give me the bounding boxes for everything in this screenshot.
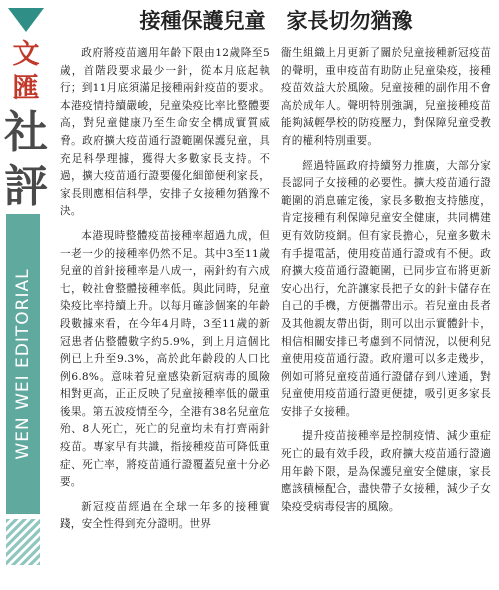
triangle-marker-icon [8, 8, 44, 32]
paragraph: 本港現時整體疫苗接種率超過九成，但一老一少的接種率仍然不足。其中3至11歲兒童的首針接種率是八成一，兩針約有六成七，較社會整體接種率低。與此同時，兒童染疫比率持續上升。以每月確診個案的年齡段數據來看，在今年4月時，3至11歲的新冠患者佔整體數字約5.9%，到上月這個比例已上升至9.3%，高於此年齡段的人口比例6.8%。意味着兒童感染新冠病毒的風險相對更高，正正反映了兒童接種率低的嚴重後果。第五波疫情至今，全港有38名兒童危殆、8人死亡，死亡的兒童均未有打齊兩針疫苗。專家早有共識，指接種疫苗可降低重症、死亡率，將疫苗通行證覆蓋兒童十分必要。 [60, 229, 270, 489]
paragraph: 提升疫苗接種率是控制疫情、減少重症死亡的最有效手段，政府擴大疫苗通行證適用年齡下限，是為保護兒童安全健康，家長應該積極配合，盡快帶子女接種，減少子女染疫受病毒侵害的風險。 [281, 430, 491, 513]
paragraph: 政府將疫苗適用年齡下限由12歲降至5歲，首階段要求最少一針，從本月底起執行；到11月底須滿足接種兩針疫苗的要求。本港疫情持續嚴峻，兒童染疫比率比整體要高，對兒童健康乃至生命安全構成實質威脅。政府擴大疫苗通行證範圍保護兒童，具充足科學理據，獲得大多數家長支持。不過，擴大疫苗通行證要優化細節便利家長，家長則應相信科學，安排子女接種勿猶豫不決。 [60, 47, 270, 218]
article-column-left [60, 45, 270, 534]
section-char: 社 [4, 107, 48, 158]
editorial-sidebar [0, 0, 52, 590]
article-column-right [281, 45, 491, 516]
article-title: 接種保護兒童 家長切勿猶豫 [139, 8, 413, 33]
paragraph: 經過特區政府持續努力推廣，大部分家長認同子女接種的必要性。擴大疫苗通行證範圍的消息確定後，家長多數抱支持態度，肯定接種有利保障兒童安全健康，共同構建更有效防疫網。但有家長擔心，兒童多數未有手提電話，使用疫苗通行證或有不便。政府擴大疫苗通行證範圍，已同步宣布將更新安心出行，允許讓家長把子女的針卡儲存在自己的手機，方便攜帶出示。若兒童由長者及其他親友帶出街，則可以出示實體針卡，相信相關安排已考慮到不同情況，以便利兒童使用疫苗通行證。政府還可以多走幾步，例如可將兒童疫苗通行證儲存到八達通，對兒童使用疫苗通行證更便捷，吸引更多家長安排子女接種。 [281, 159, 491, 418]
vertical-label: WEN WEI EDITORIAL [13, 268, 33, 460]
section-name [1, 106, 51, 214]
section-char: 評 [4, 161, 48, 212]
brand-char: 匯 [12, 73, 40, 104]
brand-char: 文 [12, 39, 40, 70]
decorative-stripes [6, 519, 40, 565]
brand-name [4, 38, 48, 106]
paragraph: 新冠疫苗經過在全球一年多的接種實踐，安全性得到充分證明。世界 [60, 500, 270, 531]
paragraph: 衞生組織上月更新了關於兒童接種新冠疫苗的聲明，重申疫苗有助防止兒童染疫，接種疫苗效益大於風險。兒童接種的副作用不會高於成年人。聲明特別強調，兒童接種疫苗能夠減輕學校的防疫壓力，對保障兒童受教育的權利特別重要。 [281, 47, 491, 147]
